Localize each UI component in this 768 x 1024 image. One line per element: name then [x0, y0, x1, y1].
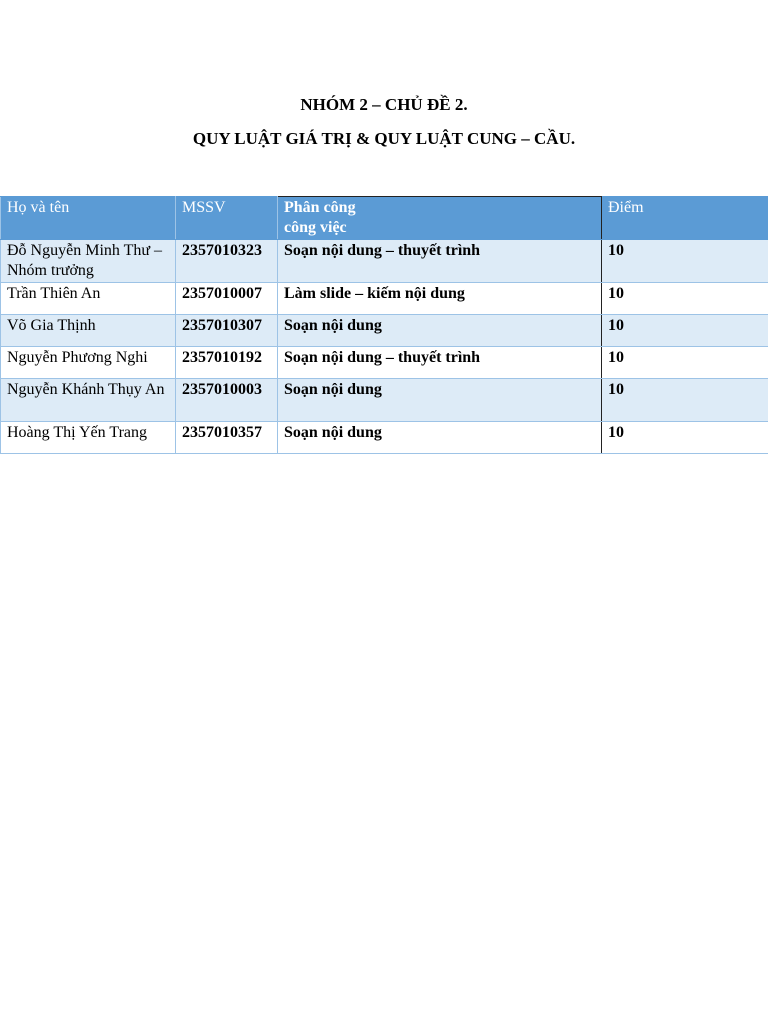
member-name: Võ Gia Thịnh: [1, 315, 176, 347]
member-mssv: 2357010007: [176, 283, 278, 315]
member-score: 10: [602, 315, 768, 347]
member-score: 10: [602, 283, 768, 315]
table-row: [1, 283, 768, 315]
member-score: 10: [602, 422, 768, 454]
member-table: [0, 196, 768, 454]
table-row: [1, 422, 768, 454]
member-score: 10: [602, 347, 768, 379]
table-row: [1, 315, 768, 347]
header-name: Họ và tên: [1, 197, 176, 240]
member-task: Soạn nội dung – thuyết trình: [278, 347, 602, 379]
document-subtitle: QUY LUẬT GIÁ TRỊ & QUY LUẬT CUNG – CẦU.: [192, 129, 576, 148]
member-score: 10: [602, 379, 768, 422]
member-name: Trần Thiên An: [1, 283, 176, 315]
member-task: Soạn nội dung: [278, 315, 602, 347]
table-row: [1, 347, 768, 379]
member-task: Soạn nội dung – thuyết trình: [278, 240, 602, 283]
member-name: Nguyễn Khánh Thụy An: [1, 379, 176, 422]
member-score: 10: [602, 240, 768, 283]
member-name: Đỗ Nguyễn Minh Thư – Nhóm trưởng: [1, 240, 176, 283]
document-title: NHÓM 2 – CHỦ ĐỀ 2.: [300, 95, 468, 114]
table-row: [1, 379, 768, 422]
table-header-row: [1, 197, 768, 240]
member-mssv: 2357010323: [176, 240, 278, 283]
header-task-line-1: Phân công: [284, 199, 356, 216]
member-mssv: 2357010307: [176, 315, 278, 347]
member-mssv: 2357010357: [176, 422, 278, 454]
header-task: [278, 197, 602, 240]
member-task: Soạn nội dung: [278, 379, 602, 422]
member-mssv: 2357010003: [176, 379, 278, 422]
member-task: Soạn nội dung: [278, 422, 602, 454]
member-name: Hoàng Thị Yến Trang: [1, 422, 176, 454]
member-name: Nguyễn Phương Nghi: [1, 347, 176, 379]
table-row: [1, 240, 768, 283]
header-score: Điểm: [602, 197, 768, 240]
member-task: Làm slide – kiếm nội dung: [278, 283, 602, 315]
member-mssv: 2357010192: [176, 347, 278, 379]
header-task-line-2: công việc: [284, 219, 347, 236]
header-mssv: MSSV: [176, 197, 278, 240]
